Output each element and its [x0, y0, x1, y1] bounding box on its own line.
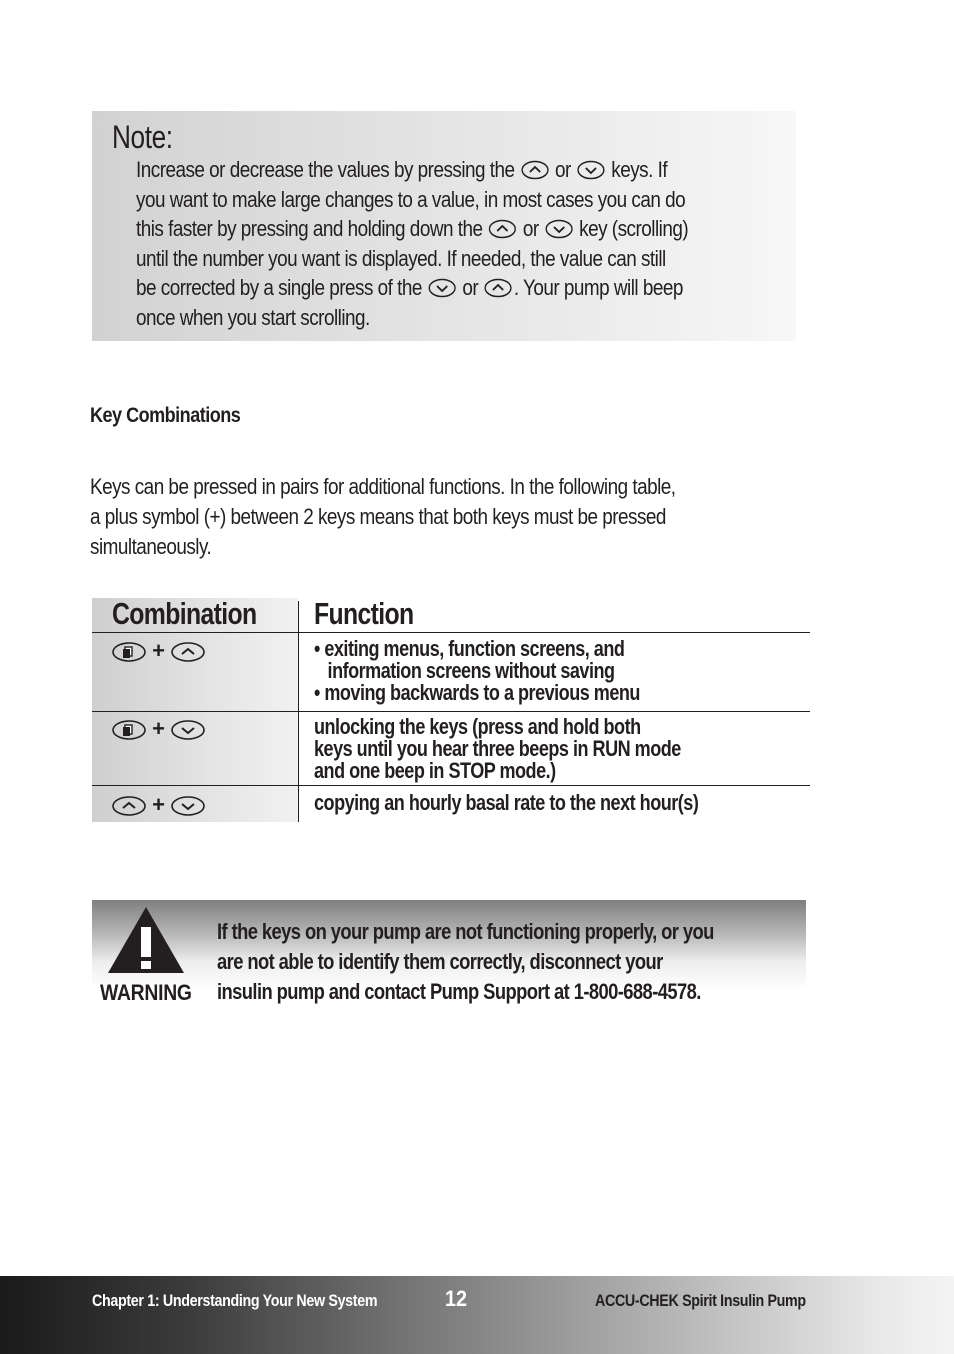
note-title: Note:	[112, 119, 173, 155]
up-key-icon	[485, 278, 513, 298]
header-function: Function	[314, 596, 414, 631]
table-row-2-function: unlocking the keys (press and hold both keys until you hear three beeps in RUN mode and one beep in STOP mode.)	[314, 714, 681, 783]
down-key-icon	[171, 796, 205, 816]
note-line-6: once when you start scrolling.	[136, 305, 370, 330]
intro-line-2: a plus symbol (+) between 2 keys means that both keys must be pressed	[90, 504, 666, 529]
table-row-1-keys	[112, 638, 205, 664]
note-box	[92, 111, 796, 341]
up-key-icon	[171, 642, 205, 662]
row-divider	[92, 711, 810, 712]
page-number: 12	[445, 1286, 468, 1311]
table-row-3-keys	[112, 792, 205, 818]
footer-chapter: Chapter 1: Understanding Your New System	[92, 1291, 378, 1310]
warning-line-2: are not able to identify them correctly, disconnect your	[217, 949, 663, 974]
note-line-5: be corrected by a single press of the or . Your pump will beep	[136, 275, 683, 300]
menu-key-icon	[112, 642, 146, 662]
header-combination: Combination	[112, 596, 257, 631]
up-key-icon	[489, 219, 517, 239]
warning-triangle-icon	[106, 905, 186, 975]
up-key-icon	[112, 796, 146, 816]
note-line-4: until the number you want is displayed. If needed, the value can still	[136, 246, 666, 271]
down-key-icon	[171, 720, 205, 740]
up-key-icon	[521, 160, 549, 180]
down-key-icon	[428, 278, 456, 298]
warning-line-1: If the keys on your pump are not functioning properly, or you	[217, 919, 714, 944]
plus-sign: +	[152, 638, 165, 663]
note-line-3: this faster by pressing and holding down the or key (scrolling)	[136, 216, 689, 241]
warning-label: WARNING	[100, 980, 192, 1005]
note-line-1: Increase or decrease the values by pressing the or keys. If	[136, 157, 668, 182]
intro-line-3: simultaneously.	[90, 534, 212, 559]
table-row-1-function: • exiting menus, function screens, and information screens without saving • moving backwards to a previous menu	[314, 636, 640, 705]
row-divider	[92, 785, 810, 786]
menu-key-icon	[112, 720, 146, 740]
down-key-icon	[577, 160, 605, 180]
table-row-2-keys	[112, 716, 205, 742]
plus-sign: +	[152, 792, 165, 817]
table-row-3-function: copying an hourly basal rate to the next hour(s)	[314, 790, 699, 815]
down-key-icon	[545, 219, 573, 239]
footer-product: ACCU-CHEK Spirit Insulin Pump	[595, 1291, 806, 1310]
plus-sign: +	[152, 716, 165, 741]
note-line-2: you want to make large changes to a value, in most cases you can do	[136, 187, 686, 212]
intro-line-1: Keys can be pressed in pairs for additional functions. In the following table,	[90, 474, 676, 499]
section-heading: Key Combinations	[90, 404, 241, 427]
warning-line-3: insulin pump and contact Pump Support at 1-800-688-4578.	[217, 979, 701, 1004]
warning-box	[92, 900, 806, 1012]
header-divider	[92, 632, 810, 633]
page-footer	[0, 1276, 954, 1354]
key-combination-table	[92, 598, 810, 824]
